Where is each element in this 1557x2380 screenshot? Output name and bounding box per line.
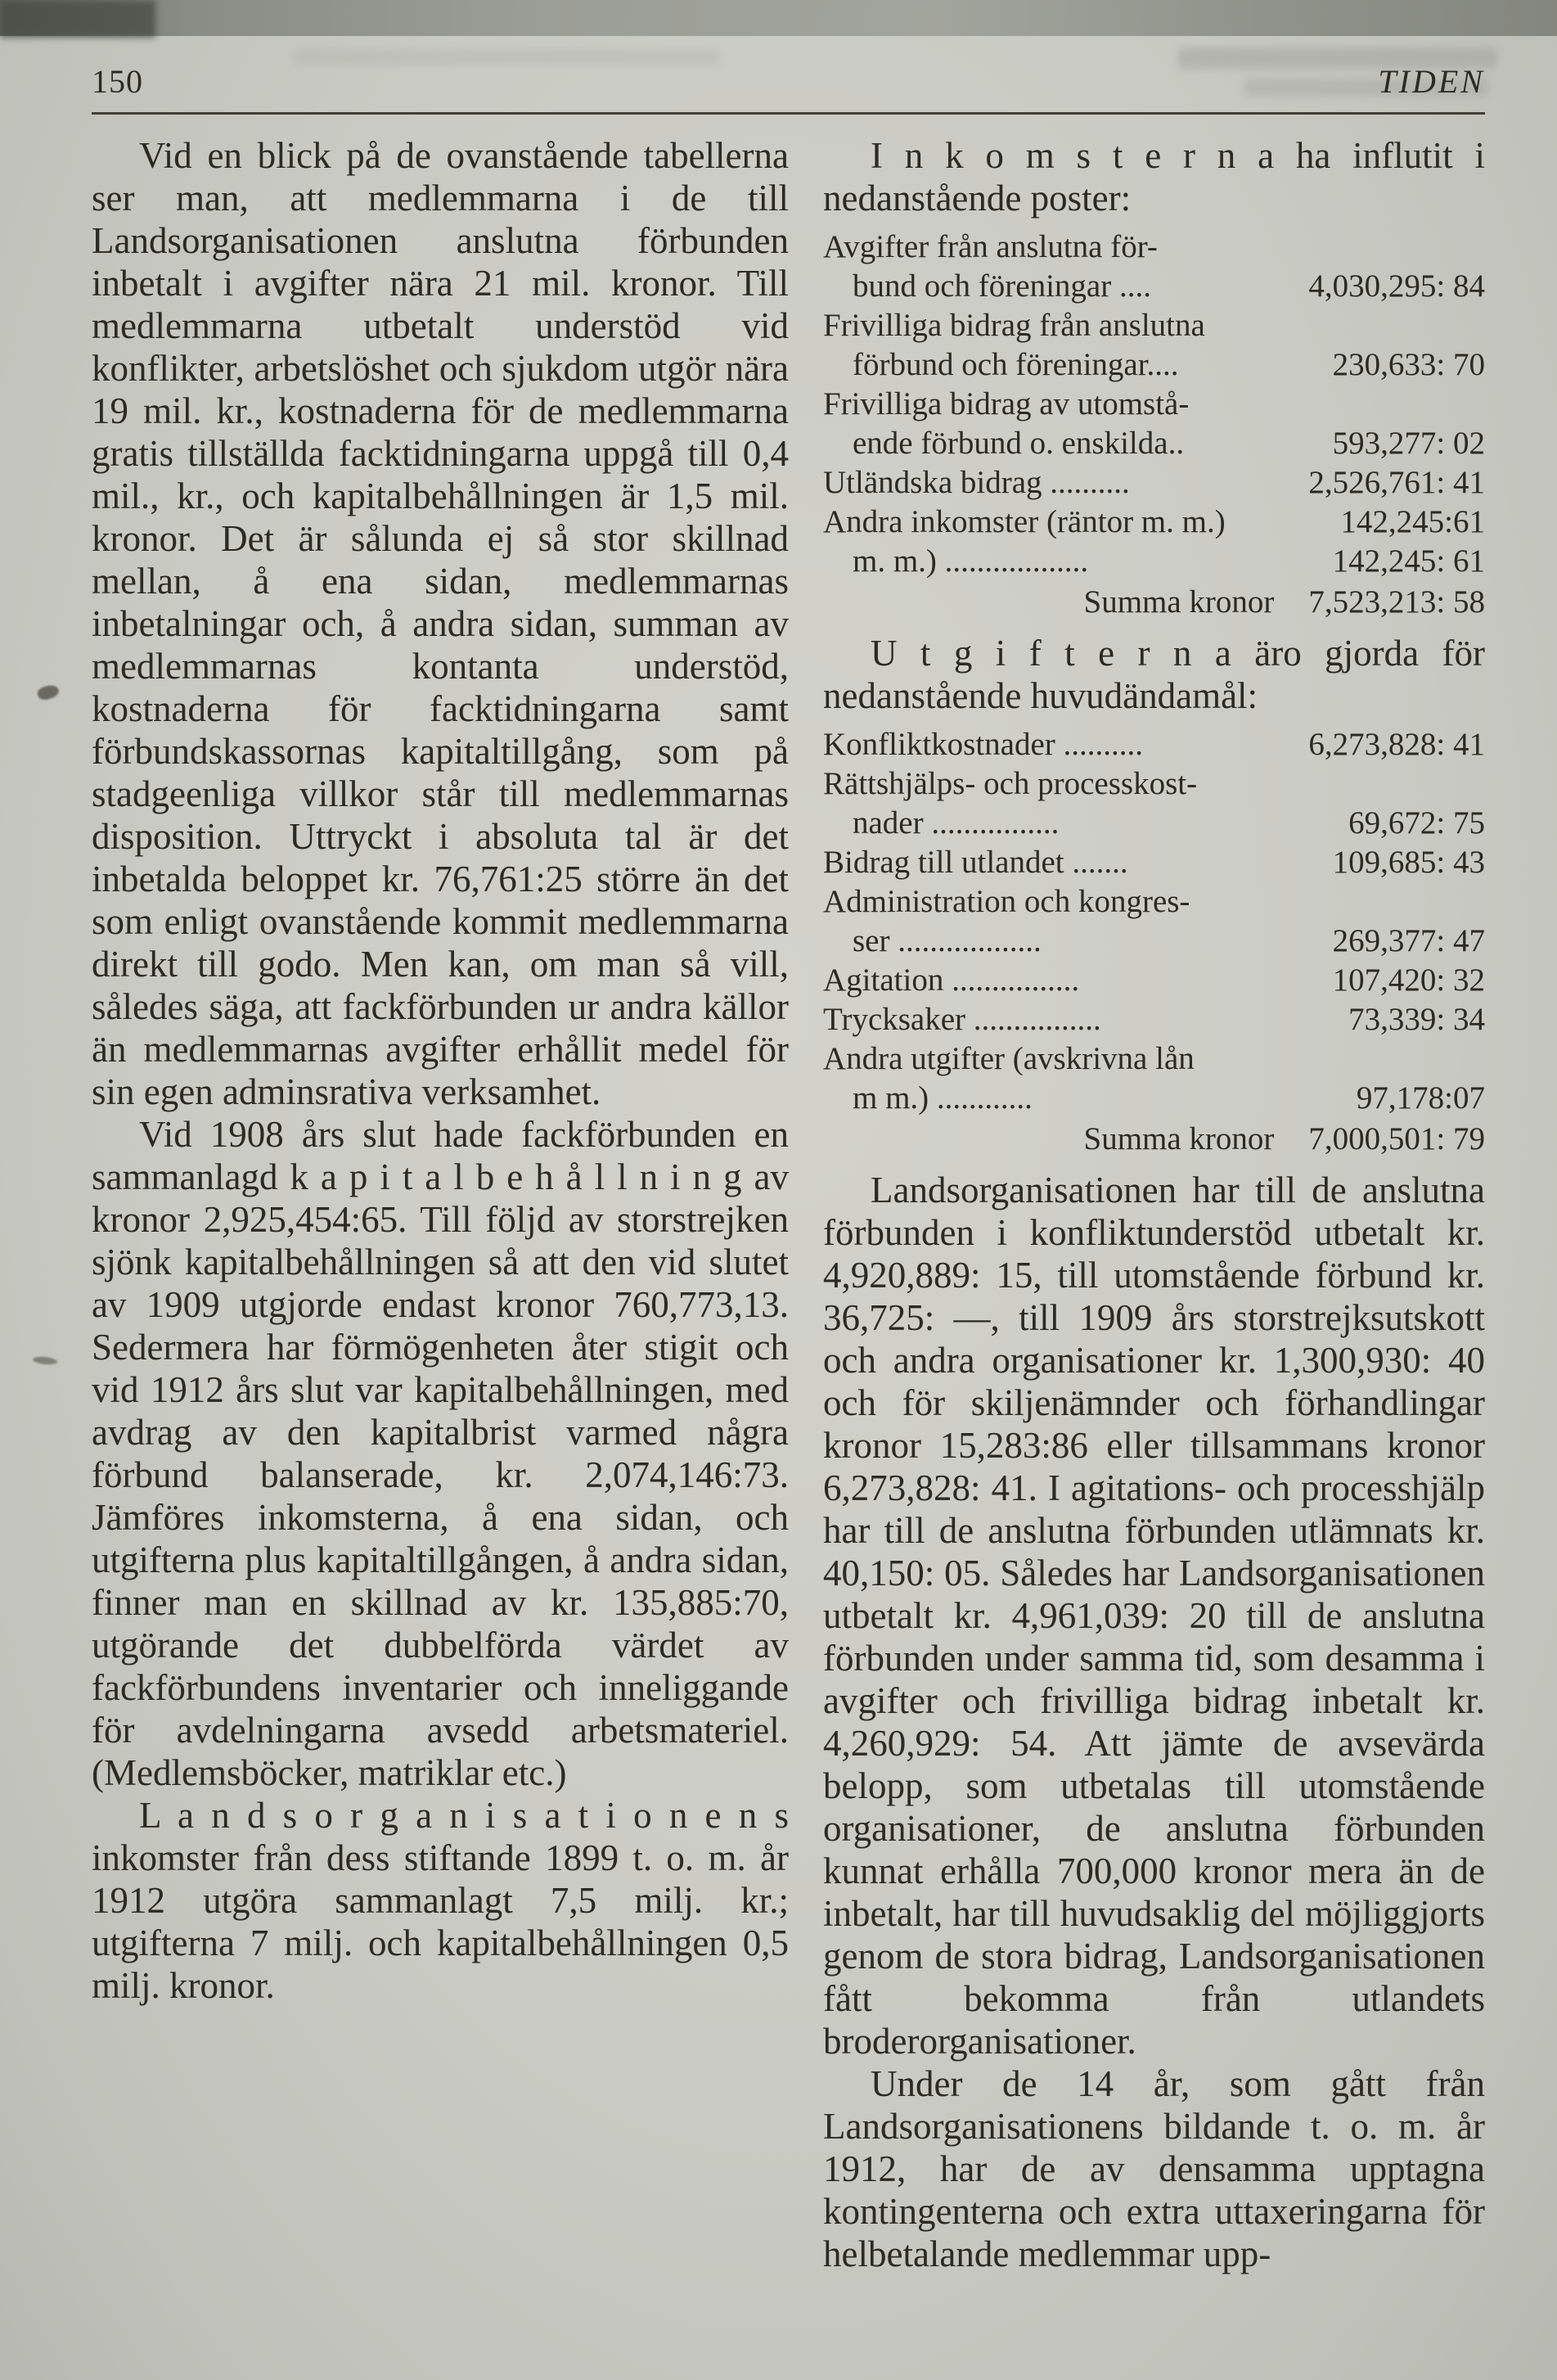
journal-title: TIDEN [1378, 63, 1485, 100]
paragraph: Vid en blick på de ovanstående tabellerna ser man, att medlemmarna i de till Landsorganisationen anslutna förbunden inbetalt i avgifter nära 21 mil. kronor. Till medlemmarna utbetalt understöd vid konflikter, arbetslöshet och sjukdom utgör nära 19 mil. kr., kostnaderna för de medlemmarna gratis tillställda facktidningarna uppgå till 0,4 mil., kr., och kapitalbehållningen är 1,5 mil. kronor. Det är sålunda ej så stor skillnad mellan, å ena sidan, medlemmarnas inbetalningar och, å andra sidan, summan av medlemmarnas kontanta understöd, kostnaderna för facktidningarna samt förbundskassornas kapitaltillgång, som på stadgeenliga villkor står till medlemmarnas disposition. Uttryckt i absoluta tal är det inbetalda beloppet kr. 76,761:25 större än det som enligt ovanstående kommit medlemmarna direkt till godo. Men kan, om man så vill, således säga, att fackförbunden ur andra källor än medlemmarnas avgifter erhållit medel för sin egen adminsrativa verksamhet. [92, 135, 789, 1112]
row-label: Avgifter från anslutna för- [823, 229, 1158, 264]
scan-artifact-corner [0, 0, 155, 38]
row-label: ser .................. [853, 923, 1042, 958]
row-label: ende förbund o. enskilda.. [853, 426, 1185, 461]
summa-amount: 7,000,501: 79 [1308, 1121, 1485, 1156]
row-label: Andra inkomster (räntor m. m.) [823, 504, 1226, 539]
summa-label: Summa kronor [1083, 1121, 1275, 1156]
row-amount: 107,420: 32 [1332, 962, 1485, 998]
table-row [823, 306, 1485, 345]
row-label: Frivilliga bidrag från anslutna [823, 308, 1205, 343]
paragraph: Vid 1908 års slut hade fackförbunden en sammanlagd k a p i t a l b e h å l l n i n g av kronor 2,925,454:65. Till följd av storstrejken sjönk kapitalbehållningen så att den vid slutet av 1909 utgjorde endast kronor 760,773,13. Sedermera har förmögenheten åter stigit och vid 1912 års slut var kapitalbehållningen, med avdrag av den kapitalbrist varmed några förbund balanserade, kr. 2,074,146:73. Jämföres inkomsterna, å ena sidan, och utgifterna plus kapitaltillgången, å andra sidan, finner man en skillnad av kr. 135,885:70, utgörande det dubbelförda värdet av fackförbundens inventarier och inneliggande för avdelningarna avsedd arbetsmateriel. (Medlemsböcker, matriklar etc.) [92, 1114, 789, 1793]
table-row [823, 228, 1485, 267]
table-row [823, 804, 1485, 843]
scan-artifact-top-band [0, 0, 1557, 36]
header-rule [92, 112, 1485, 115]
table-row [823, 725, 1485, 764]
row-amount: 73,339: 34 [1348, 1002, 1485, 1037]
table-row [823, 1079, 1485, 1118]
row-amount: 97,178:07 [1356, 1080, 1485, 1116]
table-row [823, 345, 1485, 385]
right-column [823, 134, 1485, 2275]
row-amount: 142,245:61 [1340, 504, 1485, 539]
table-row [823, 542, 1485, 581]
margin-mark [36, 683, 61, 701]
row-label: Administration och kongres- [823, 884, 1190, 919]
row-label: Konfliktkostnader .......... [823, 727, 1144, 762]
summa-row [823, 583, 1485, 622]
paragraph: Under de 14 år, som gått från Landsorganisationens bildande t. o. m. år 1912, har de av densamma upptagna kontingenterna och extra uttaxeringarna för helbetalande medlemmar upp- [823, 2063, 1485, 2274]
row-label: Utländska bidrag .......... [823, 465, 1130, 500]
page-header [92, 62, 1485, 101]
table-row [823, 463, 1485, 503]
table-row [823, 961, 1485, 1000]
summa-row [823, 1120, 1485, 1159]
table-row [823, 503, 1485, 542]
row-label: Trycksaker ................ [823, 1002, 1101, 1037]
table-row [823, 922, 1485, 961]
table-row [823, 1039, 1485, 1079]
row-label: nader ................ [853, 805, 1060, 841]
income-table [823, 228, 1485, 622]
row-amount: 269,377: 47 [1332, 923, 1485, 958]
table-row [823, 424, 1485, 463]
row-label: m. m.) .................. [853, 543, 1089, 579]
row-amount: 69,672: 75 [1348, 805, 1485, 841]
paragraph: L a n d s o r g a n i s a t i o n e n s inkomster från dess stiftande 1899 t. o. m. år 1912 utgöra sammanlagt 7,5 milj. kr.; utgifterna 7 milj. och kapitalbehållningen 0,5 milj. kronor. [92, 1795, 789, 2006]
table-row [823, 385, 1485, 424]
table-row [823, 267, 1485, 306]
margin-mark [33, 1355, 58, 1365]
row-label: Agitation ................ [823, 962, 1080, 998]
table-row [823, 1000, 1485, 1039]
row-amount: 4,030,295: 84 [1308, 268, 1485, 304]
row-amount: 230,633: 70 [1332, 347, 1485, 382]
paragraph: I n k o m s t e r n a ha influtit i nedanstående poster: [823, 135, 1485, 219]
summa-amount: 7,523,213: 58 [1308, 584, 1485, 620]
row-label: Andra utgifter (avskrivna lån [823, 1041, 1195, 1076]
row-amount: 593,277: 02 [1332, 426, 1485, 461]
row-label: Rättshjälps- och processkost- [823, 766, 1198, 801]
summa-label: Summa kronor [1083, 584, 1275, 620]
expense-table [823, 725, 1485, 1159]
two-column-text [92, 134, 1485, 2275]
page-content [92, 62, 1485, 2275]
row-amount: 142,245: 61 [1332, 543, 1485, 579]
table-row [823, 764, 1485, 804]
table-row [823, 843, 1485, 882]
paragraph: Landsorganisationen har till de anslutna förbunden i konfliktunderstöd utbetalt kr. 4,920,889: 15, till utomstående förbund kr. 36,725: —, till 1909 års storstrejksutskott och andra organisationer kr. 1,300,930: 40 och för skiljenämnder och förhandlingar kronor 15,283:86 eller tillsammans kronor 6,273,828: 41. I agitations- och processhjälp har till de anslutna förbunden utlämnats kr. 40,150: 05. Således har Landsorganisationen utbetalt kr. 4,961,039: 20 till de anslutna förbunden under samma tid, som desamma i avgifter och frivilliga bidrag inbetalt kr. 4,260,929: 54. Att jämte de avsevärda belopp, som utbetalas till utomstående organisationer, de anslutna förbunden kunnat erhålla 700,000 kronor mera än de inbetalt, har till huvudsaklig del möjliggjorts genom de stora bidrag, Landsorganisationen fått bekomma från utlandets broderorganisationer. [823, 1170, 1485, 2062]
row-amount: 6,273,828: 41 [1308, 727, 1485, 762]
row-label: m m.) ............ [853, 1080, 1033, 1116]
row-label: Frivilliga bidrag av utomstå- [823, 386, 1190, 421]
row-label: förbund och föreningar.... [853, 347, 1179, 382]
row-label: Bidrag till utlandet ....... [823, 845, 1128, 880]
table-row [823, 882, 1485, 922]
row-label: bund och föreningar .... [853, 268, 1151, 304]
left-column [92, 134, 789, 2275]
page-number: 150 [92, 63, 143, 100]
row-amount: 109,685: 43 [1332, 845, 1485, 880]
paragraph: U t g i f t e r n a äro gjorda för nedanstående huvudändamål: [823, 633, 1485, 716]
row-amount: 2,526,761: 41 [1308, 465, 1485, 500]
